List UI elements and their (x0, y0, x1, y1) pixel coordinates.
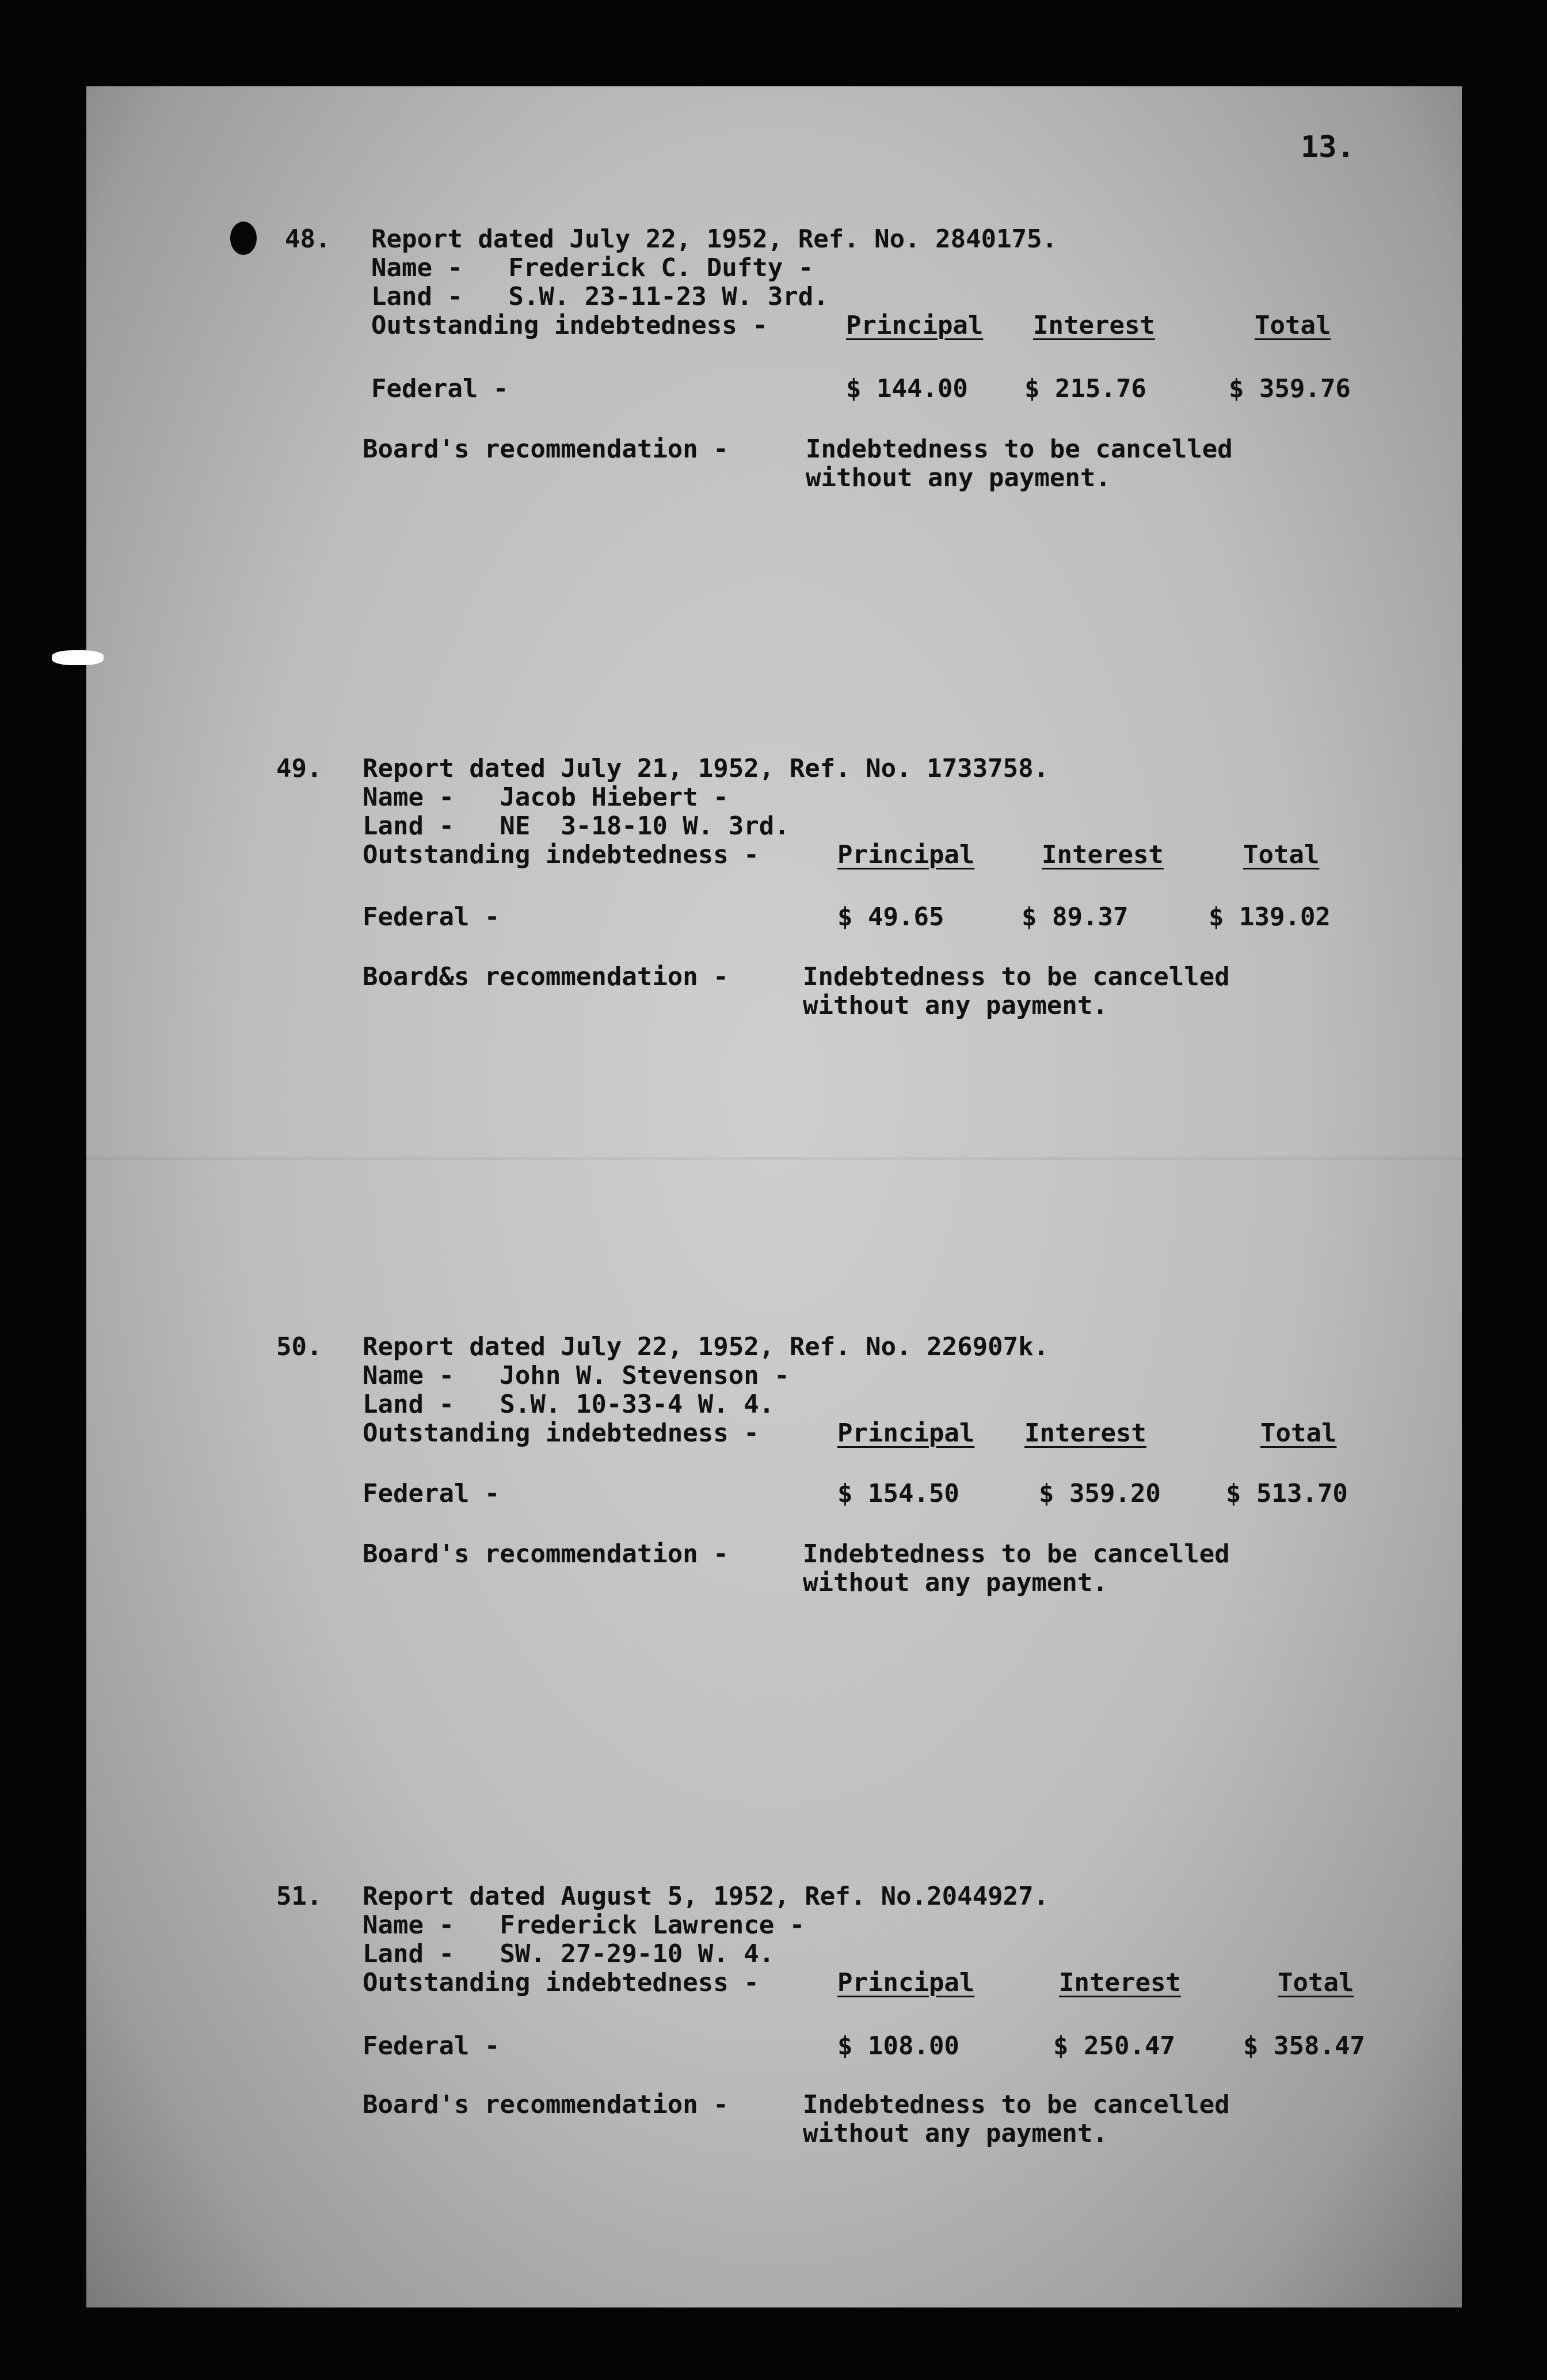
recommendation-text-1: Indebtedness to be cancelled (806, 434, 1233, 464)
report-line: Report dated July 22, 1952, Ref. No. 226907k. (363, 1332, 1049, 1361)
outstanding-label: Outstanding indebtedness - (371, 311, 768, 340)
interest-header: Interest (1059, 1968, 1181, 1997)
scan-blemish (52, 650, 104, 665)
recommendation-text-2: without any payment. (803, 1568, 1108, 1597)
report-line: Report dated August 5, 1952, Ref. No.2044927. (363, 1882, 1049, 1911)
interest-header: Interest (1033, 311, 1155, 340)
recommendation-text-1: Indebtedness to be cancelled (803, 2090, 1230, 2119)
outstanding-label: Outstanding indebtedness - (363, 1968, 759, 1997)
entry-number: 48. (285, 224, 331, 254)
interest-value: $ 250.47 (1053, 2031, 1175, 2061)
recommendation-label: Board's recommendation - (363, 1539, 729, 1569)
fold-line (86, 1157, 1462, 1160)
total-header: Total (1260, 1418, 1337, 1448)
total-value: $ 359.76 (1229, 374, 1351, 403)
recommendation-text-2: without any payment. (806, 463, 1111, 493)
recommendation-text-1: Indebtedness to be cancelled (803, 1539, 1230, 1569)
total-value: $ 358.47 (1243, 2031, 1365, 2061)
entry-51 (86, 1882, 1462, 2284)
land-line: Land - S.W. 10-33-4 W. 4. (363, 1390, 775, 1419)
name-line: Name - Frederick Lawrence - (363, 1910, 805, 1940)
fund-label: Federal - (363, 2031, 500, 2061)
report-line: Report dated July 21, 1952, Ref. No. 1733758. (363, 754, 1049, 783)
principal-value: $ 108.00 (837, 2031, 959, 2061)
name-line: Name - Jacob Hiebert - (363, 783, 729, 812)
entry-48 (86, 224, 1462, 627)
interest-value: $ 359.20 (1039, 1479, 1161, 1508)
entry-number: 49. (276, 754, 322, 783)
principal-value: $ 154.50 (837, 1479, 959, 1508)
total-value: $ 139.02 (1209, 902, 1331, 932)
land-line: Land - S.W. 23-11-23 W. 3rd. (371, 282, 829, 311)
recommendation-label: Board's recommendation - (363, 2090, 729, 2119)
principal-header: Principal (846, 311, 984, 340)
outstanding-label: Outstanding indebtedness - (363, 1418, 759, 1448)
principal-header: Principal (837, 840, 975, 869)
interest-value: $ 89.37 (1022, 902, 1129, 932)
recommendation-label: Board's recommendation - (363, 434, 729, 464)
interest-header: Interest (1024, 1418, 1146, 1448)
recommendation-text-2: without any payment. (803, 991, 1108, 1020)
fund-label: Federal - (371, 374, 509, 403)
interest-header: Interest (1042, 840, 1164, 869)
principal-value: $ 49.65 (837, 902, 944, 932)
recommendation-text-1: Indebtedness to be cancelled (803, 962, 1230, 991)
land-line: Land - NE 3-18-10 W. 3rd. (363, 811, 790, 841)
total-header: Total (1243, 840, 1320, 869)
recommendation-text-2: without any payment. (803, 2119, 1108, 2148)
report-line: Report dated July 22, 1952, Ref. No. 2840175. (371, 224, 1058, 254)
name-line: Name - Frederick C. Dufty - (371, 253, 814, 283)
total-value: $ 513.70 (1226, 1479, 1348, 1508)
total-header: Total (1255, 311, 1331, 340)
principal-header: Principal (837, 1968, 975, 1997)
interest-value: $ 215.76 (1024, 374, 1146, 403)
document-page (86, 86, 1462, 2307)
outstanding-label: Outstanding indebtedness - (363, 840, 759, 869)
fund-label: Federal - (363, 902, 500, 932)
name-line: Name - John W. Stevenson - (363, 1361, 790, 1390)
entry-50 (86, 1332, 1462, 1735)
principal-header: Principal (837, 1418, 975, 1448)
entry-49 (86, 754, 1462, 1157)
entry-number: 50. (276, 1332, 322, 1361)
recommendation-label: Board&s recommendation - (363, 962, 729, 991)
total-header: Total (1278, 1968, 1354, 1997)
entry-number: 51. (276, 1882, 322, 1911)
principal-value: $ 144.00 (846, 374, 968, 403)
page-number: 13. (1301, 130, 1355, 165)
land-line: Land - SW. 27-29-10 W. 4. (363, 1939, 775, 1969)
fund-label: Federal - (363, 1479, 500, 1508)
